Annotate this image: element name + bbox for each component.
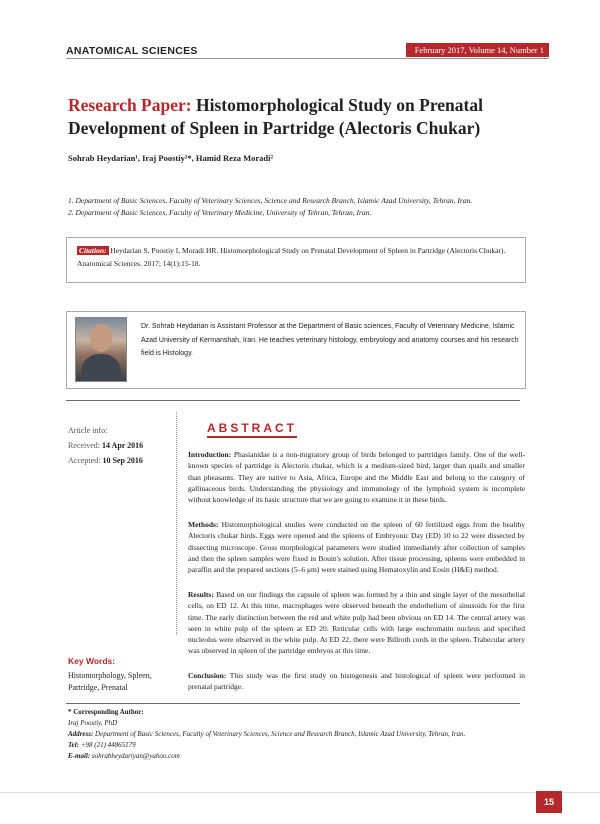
- section-divider: [66, 400, 520, 401]
- author-list: Sohrab Heydarian¹, Iraj Poostiy²*, Hamid Reza Moradi²: [68, 153, 274, 163]
- tel-label: Tel:: [68, 741, 80, 749]
- paper-title: [68, 94, 538, 140]
- title-text: Histomorphological Study on Prenatal Development of Spleen in Partridge (Alectoris Chukar): [68, 95, 483, 138]
- abstract-results: [188, 589, 525, 657]
- abstract-heading: ABSTRACT: [207, 421, 297, 435]
- citation-text: Heydarian S, Poostiy I, Moradi HR. Histomorphological Study on Prenatal Development of Spleen in Partridge (Alectoris Chukar). Anatomical Sciences. 2017; 14(1):15-18.: [77, 246, 506, 268]
- corresponding-email: [68, 751, 465, 762]
- corresponding-heading: * Corresponding Author:: [68, 708, 144, 716]
- abstract-conclusion: [188, 670, 525, 693]
- address-label: Address:: [68, 730, 94, 738]
- footer-divider: [0, 792, 600, 793]
- introduction-label: Introduction:: [188, 450, 232, 459]
- methods-label: Methods:: [188, 520, 219, 529]
- received-label: Received:: [68, 441, 102, 450]
- author-bio: Dr. Sohrab Heydarian is Assistant Professor at the Department of Basic sciences, Faculty of Veterinary Medicine, Islamic Azad University of Kermanshah, Iran. He teaches veterinary histology, embryology and anatomy courses and his research field is Histology.: [141, 323, 519, 357]
- conclusion-text: This study was the first study on histogenesis and histological of spleen were performed in prenatal partridge.: [188, 671, 525, 692]
- corresponding-address: [68, 729, 465, 740]
- corresponding-divider: [66, 703, 520, 704]
- issue-badge: February 2017, Volume 14, Number 1: [406, 43, 549, 57]
- page-number: 15: [536, 791, 562, 813]
- tel-value: +98 (21) 44865179: [79, 741, 136, 749]
- corresponding-author: [68, 707, 465, 762]
- email-value: sohrabheydariyan@yahoo.com: [90, 752, 180, 760]
- accepted-value: 10 Sep 2016: [102, 456, 143, 465]
- results-text: Based on our findings the capsule of spleen was formed by a thin and single layer of the mesothelial cells, on ED 12. At this time, macrophages were observed beneath the endothelium of sinusoids for the first time. The early distinction between the red and white pulp had been obvious on ED 14. The central artery was seen in white pulp of the spleen at ED 20. Reticular cells with large euchromatin nucleus and specified nucleolus were observed in the white pulp. At ED 22, there were Billroth cords in the spleen. Trabecular artery was observed in spleen of the partridge embryos at this time.: [188, 590, 525, 656]
- journal-name: ANATOMICAL SCIENCES: [66, 45, 198, 57]
- keywords-heading: Key Words:: [68, 656, 116, 666]
- author-photo: [75, 317, 127, 382]
- article-info-heading: Article info:: [68, 426, 108, 435]
- conclusion-label: Conclusion:: [188, 671, 227, 680]
- introduction-text: Phasianidae is a non-migratory group of birds belonged to partridges family. One of the well-known species of partridge is Alectoris chukar, which is a medium-sized bird, larger than quails and smaller than pheasants. They are native to Asia, Africa, Europe and the Middle East and belong to the category of gallinaceous birds. Understanding the physiology and immunology of the lymphoid system is incomplete without knowledge of its basic structure that we are going to examine it in these birds.: [188, 450, 525, 505]
- citation-label: Citation:: [79, 246, 107, 255]
- methods-text: Histomorphological studies were conducted on the spleen of 60 fertilized eggs from the healthy Alectoris chukar birds. Eggs were opened and the spleens of Embryonic Day (ED) 10 to 22 were dissected by dissecting microscope. Gross morphological parameters were studied immediately after collection of samples and then the spleen samples were fixed in Bouin's solution. After tissue processing, spleens were embedded in paraffin and the prepared sections (5–6 μm) were stained using Hematoxylin and Eosin (H&E) method.: [188, 520, 525, 575]
- keywords: Histomorphology, Spleen, Partridge, Prenatal: [68, 671, 152, 692]
- accepted-date: [68, 453, 143, 468]
- accepted-label: Accepted:: [68, 456, 103, 465]
- results-label: Results:: [188, 590, 214, 599]
- corresponding-tel: [68, 740, 465, 751]
- citation: [77, 244, 517, 270]
- affiliation-1: 1. Department of Basic Sciences, Faculty of Veterinary Sciences, Science and Research Branch, Islamic Azad University, Tehran, Iran.: [68, 196, 473, 205]
- corresponding-name: Iraj Poostiy, PhD: [68, 719, 118, 727]
- email-label: E-mail:: [68, 752, 91, 760]
- article-info: [68, 423, 143, 468]
- received-date: [68, 438, 143, 453]
- column-divider: [176, 412, 177, 635]
- received-value: 14 Apr 2016: [101, 441, 144, 450]
- affiliation-2: 2. Department of Basic Sciences, Faculty of Veterinary Medicine, University of Tehran, Tehran, Iran.: [68, 208, 372, 217]
- address-value: Department of Basic Sciences, Faculty of Veterinary Sciences, Science and Research Branch, Islamic Azad University, Tehran, Iran.: [93, 730, 466, 738]
- abstract-introduction: [188, 449, 525, 505]
- title-prefix: Research Paper:: [68, 95, 192, 115]
- abstract-methods: [188, 519, 525, 575]
- header-divider: [66, 58, 549, 59]
